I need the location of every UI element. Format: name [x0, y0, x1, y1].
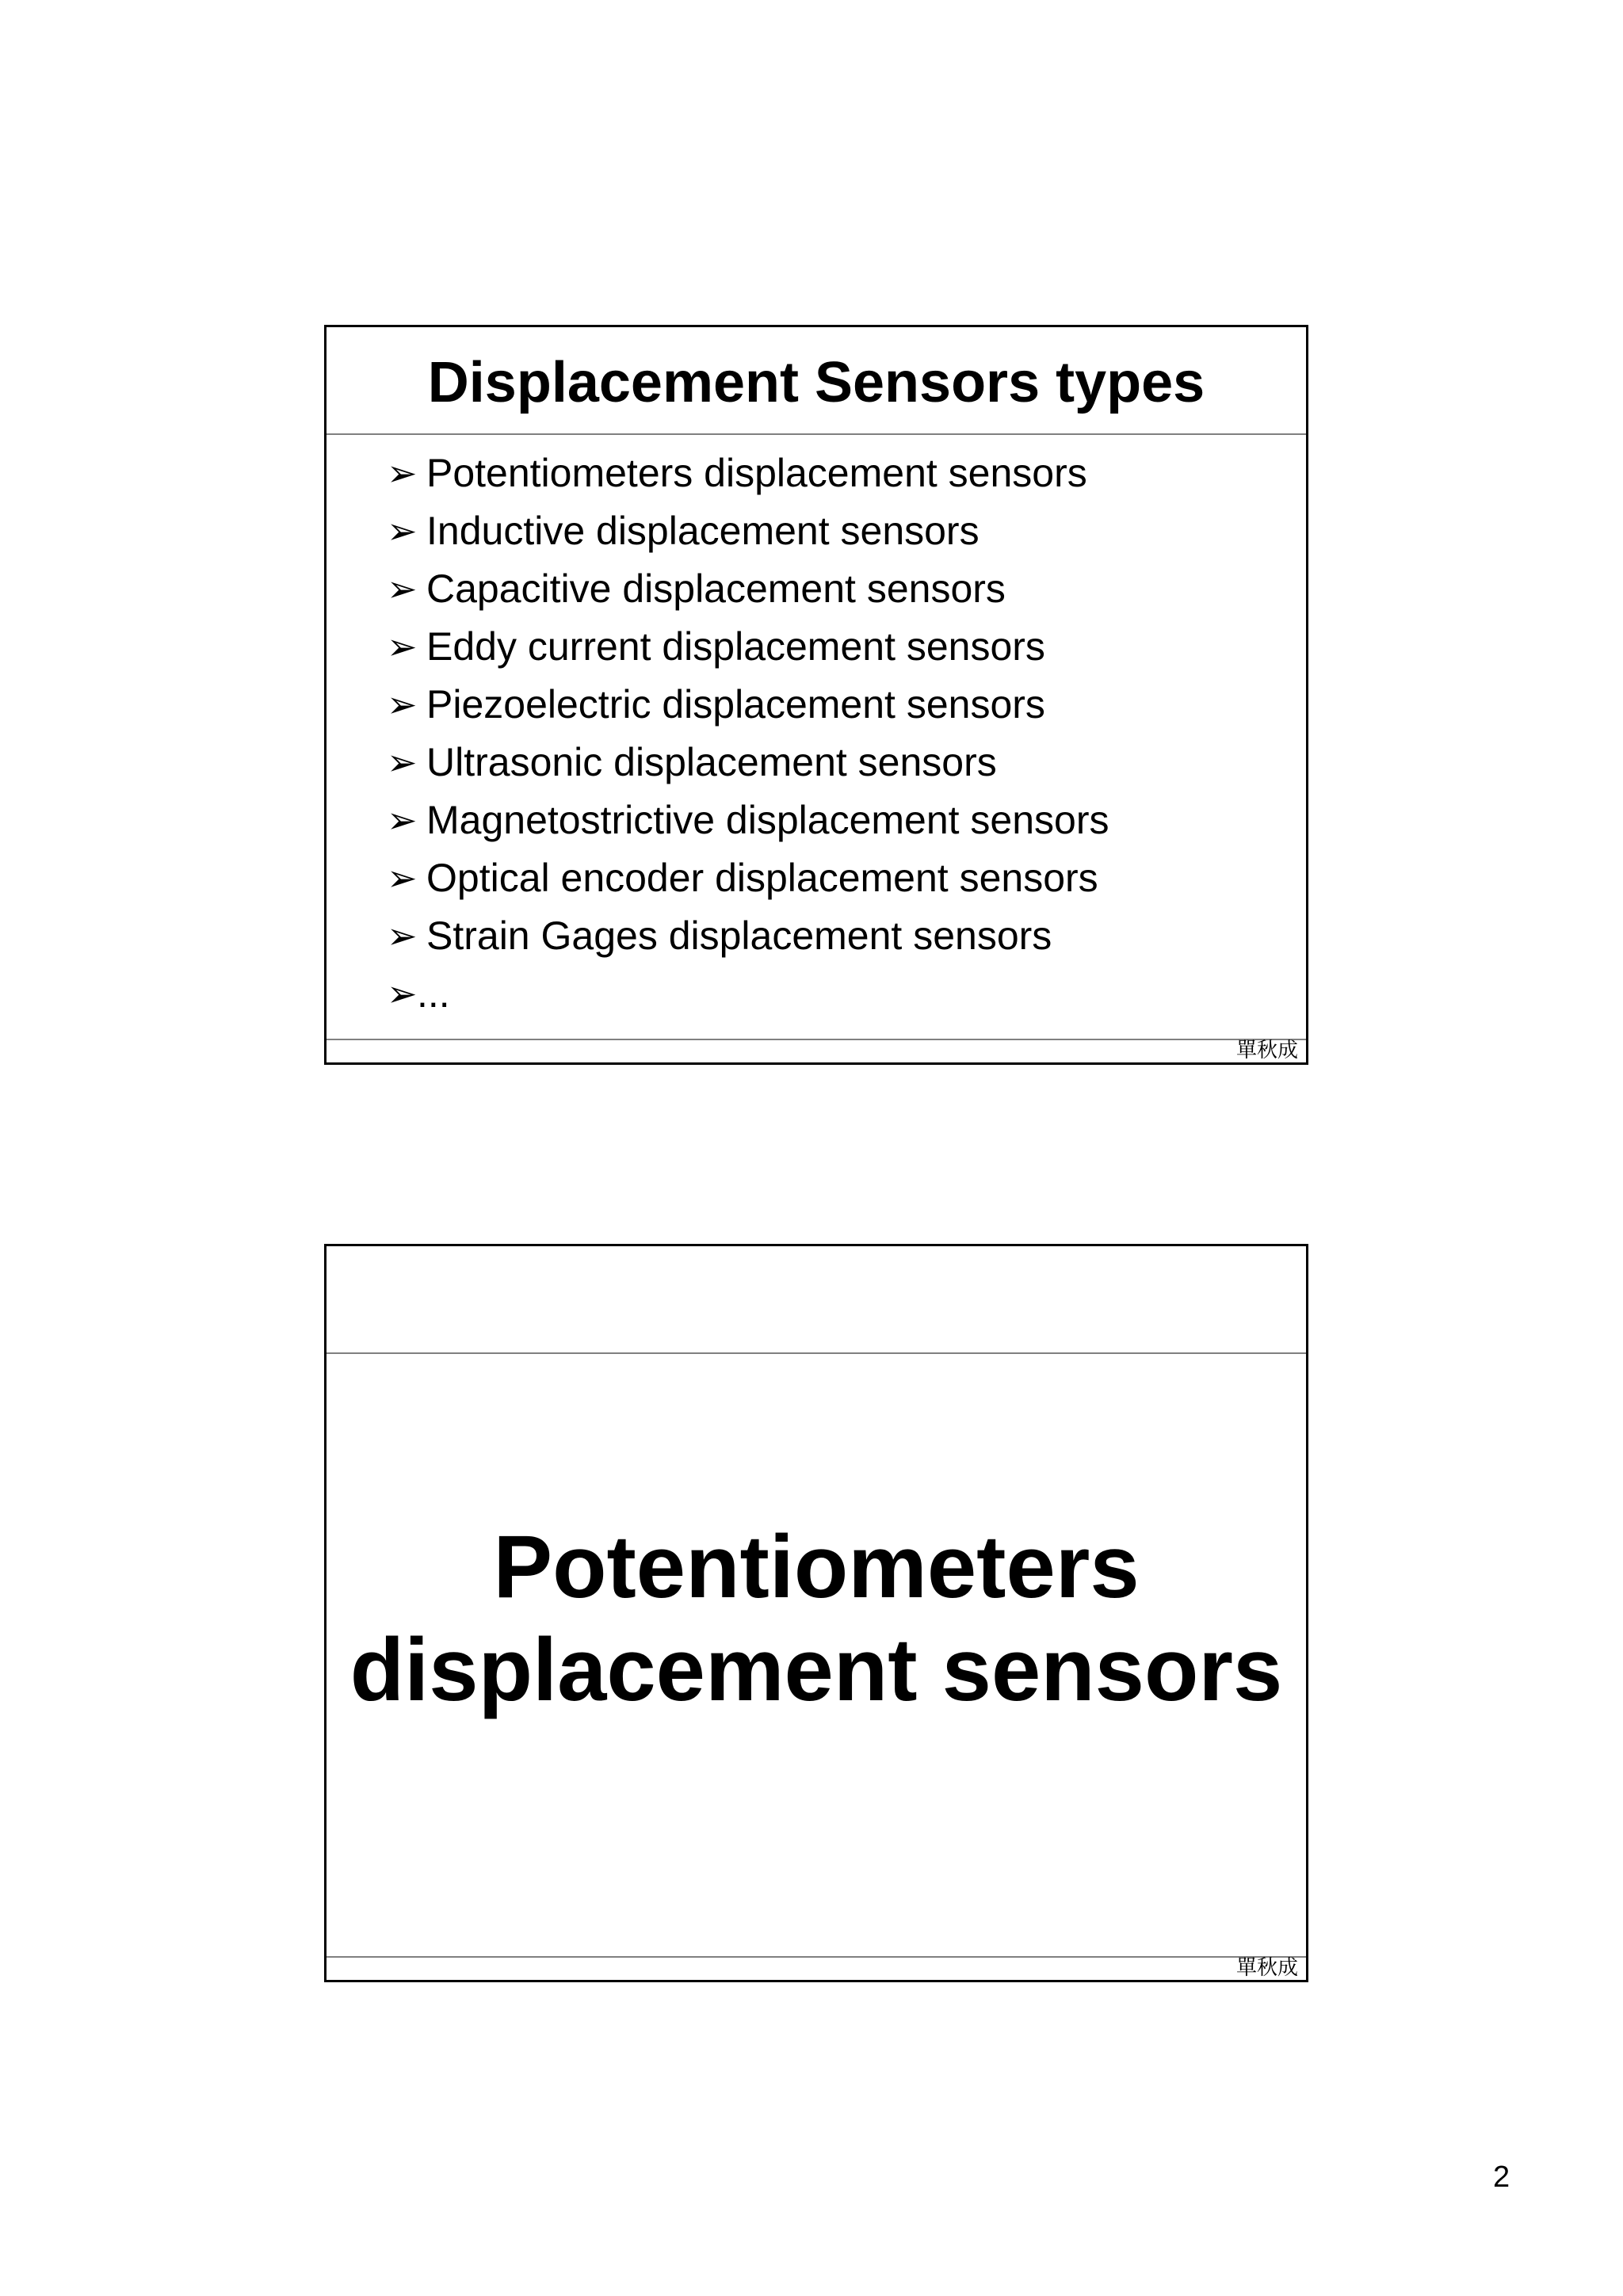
arrow-bullet-icon: ➢: [387, 684, 418, 725]
slide-1: [324, 325, 1308, 1065]
slide-1-title-band: [327, 327, 1306, 435]
list-item-text: ...: [417, 971, 450, 1016]
bullet-list: [387, 444, 1109, 1023]
list-item: [387, 618, 1109, 676]
list-item: [387, 965, 1109, 1023]
list-item-text: Strain Gages displacement sensors: [426, 913, 1052, 958]
slide-2-title-band: [327, 1246, 1306, 1354]
arrow-bullet-icon: ➢: [387, 915, 418, 956]
list-item-text: Potentiometers displacement sensors: [426, 451, 1087, 495]
slide-2-footer-divider: [327, 1956, 1306, 1958]
arrow-bullet-icon: ➢: [387, 452, 418, 494]
arrow-bullet-icon: ➢: [387, 799, 418, 841]
list-item-text: Inductive displacement sensors: [426, 509, 980, 553]
list-item: [387, 907, 1109, 965]
list-item: [387, 444, 1109, 502]
arrow-bullet-icon: ➢: [387, 510, 418, 551]
list-item-text: Ultrasonic displacement sensors: [426, 740, 997, 784]
page-number: 2: [1493, 2161, 1510, 2194]
slide-1-title: Displacement Sensors types: [427, 351, 1205, 414]
list-item-text: Optical encoder displacement sensors: [426, 856, 1098, 900]
list-item: [387, 560, 1109, 618]
list-item-text: Piezoelectric displacement sensors: [426, 682, 1045, 727]
slide-2-heading-line-1: Potentiometers: [493, 1517, 1140, 1616]
slide-1-footer-author: 單秋成: [1235, 1039, 1298, 1062]
arrow-bullet-icon: ➢: [387, 857, 418, 898]
slide-2-heading-line-2: displacement sensors: [349, 1620, 1283, 1719]
arrow-bullet-icon: ➢: [387, 742, 418, 783]
list-item-text: Eddy current displacement sensors: [426, 624, 1045, 669]
arrow-bullet-icon: ➢: [387, 973, 418, 1014]
arrow-bullet-icon: ➢: [387, 626, 418, 667]
list-item: [387, 849, 1109, 907]
list-item: [387, 734, 1109, 791]
list-item-text: Capacitive displacement sensors: [426, 566, 1006, 611]
slide-2-footer-author: 單秋成: [1235, 1956, 1298, 1980]
list-item: [387, 791, 1109, 849]
arrow-bullet-icon: ➢: [387, 568, 418, 609]
slide-1-footer-divider: [327, 1039, 1306, 1040]
list-item-text: Magnetostrictive displacement sensors: [426, 798, 1109, 842]
slide-2-heading: [327, 1516, 1306, 1722]
slide-2: [324, 1244, 1308, 1982]
list-item: [387, 676, 1109, 734]
list-item: [387, 502, 1109, 560]
